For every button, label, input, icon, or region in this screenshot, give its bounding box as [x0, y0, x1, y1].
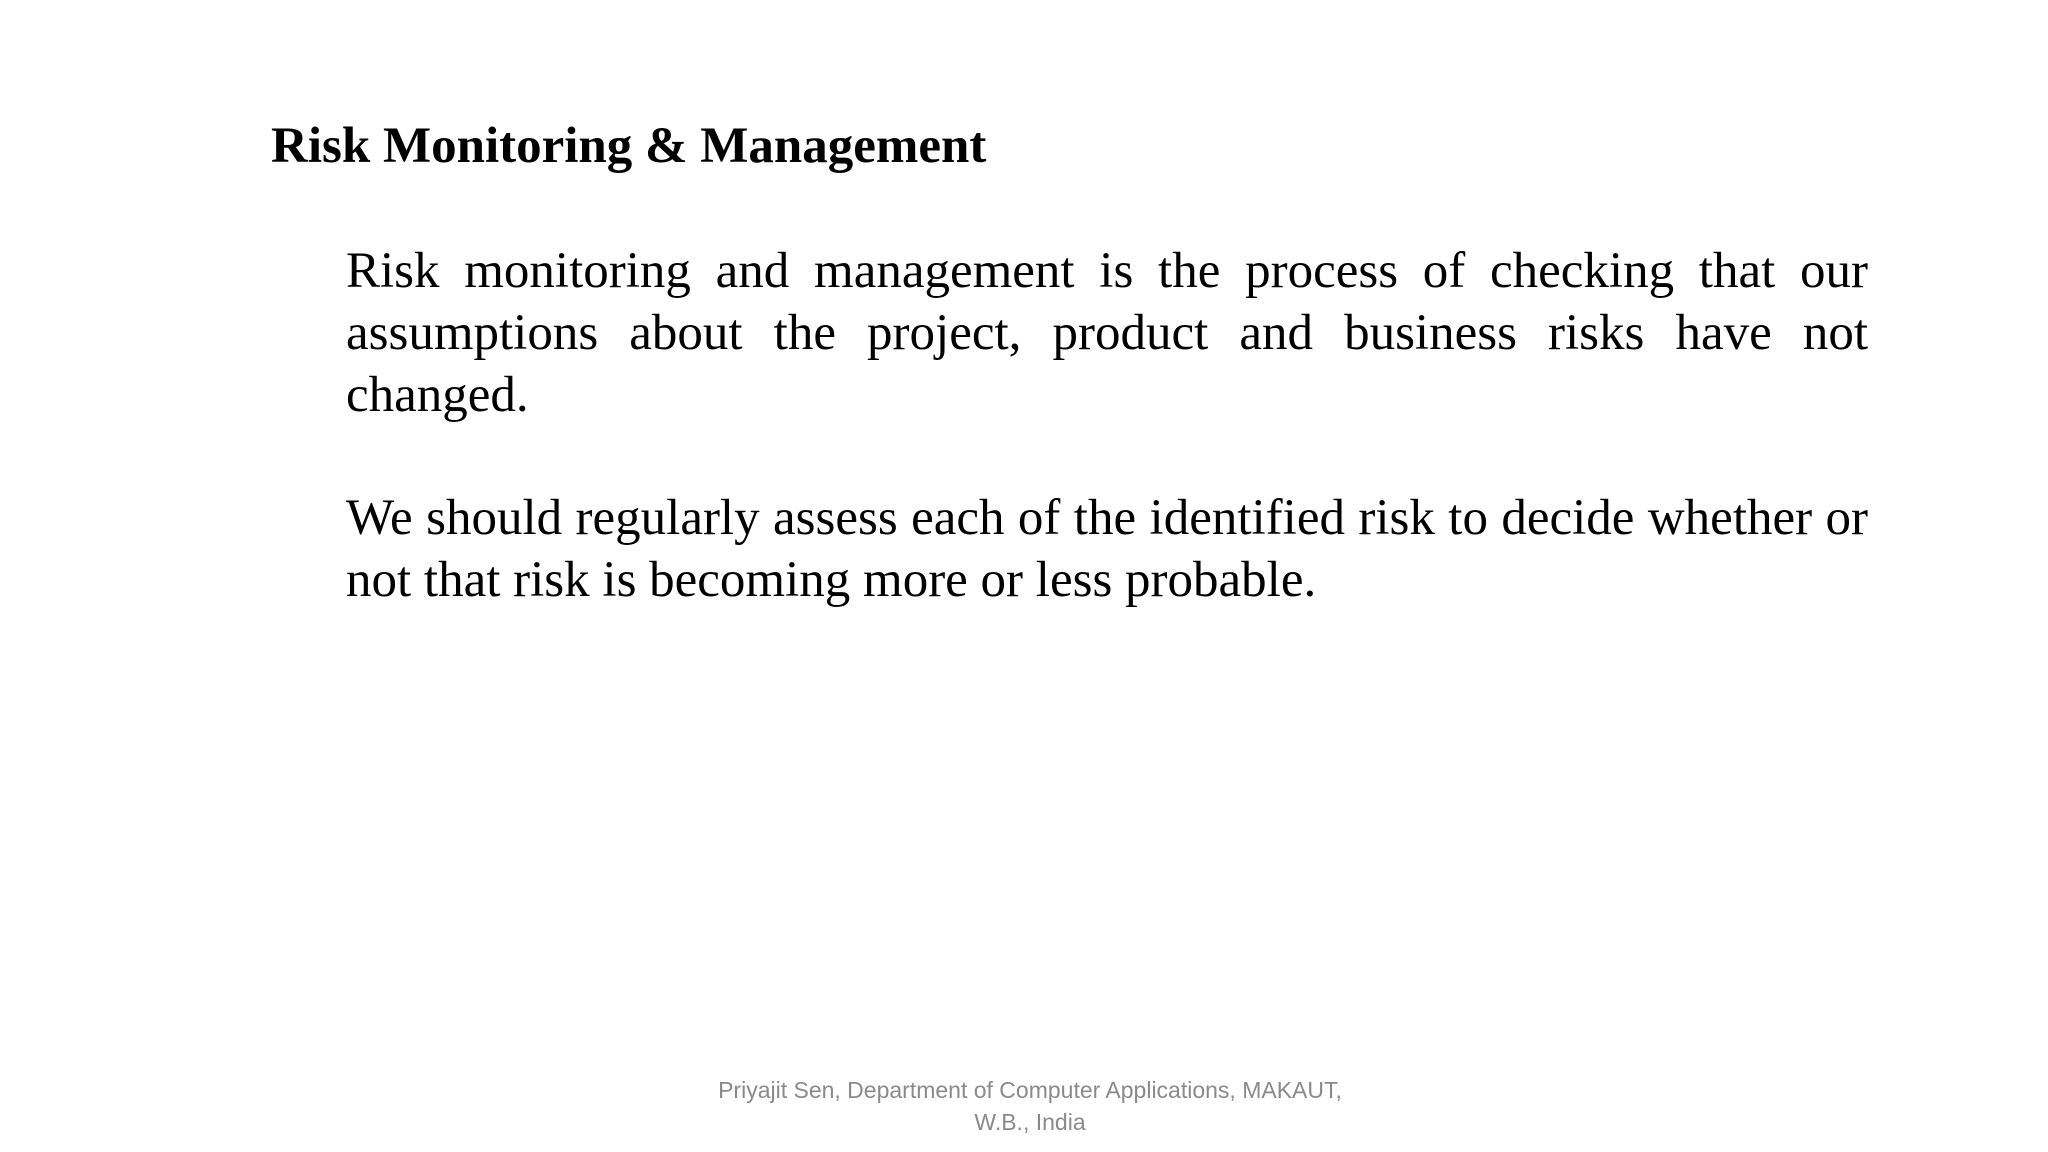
footer-line-location: W.B., India: [974, 1109, 1086, 1135]
paragraph-regular-assessment: We should regularly assess each of the identified risk to decide whether or not that risk is becoming more or less probable.: [346, 490, 1868, 608]
footer-line-author: Priyajit Sen, Department of Computer Applications, MAKAUT,: [718, 1077, 1342, 1103]
paragraph-risk-monitoring-definition: Risk monitoring and management is the process of checking that our assumptions about the project, product and business risks have not changed.: [346, 243, 1868, 423]
slide-title: Risk Monitoring & Management: [271, 118, 987, 174]
slide-footer: [680, 1074, 1380, 1138]
